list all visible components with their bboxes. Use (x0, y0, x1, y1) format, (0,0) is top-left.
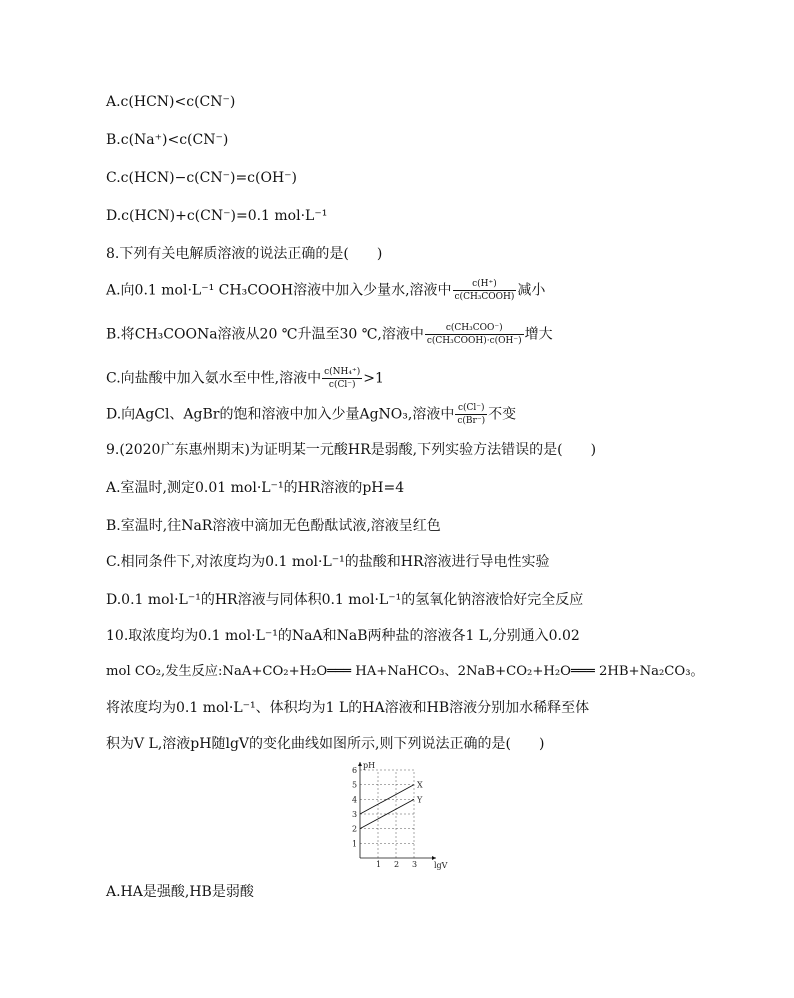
q8-c-denominator: c(Cl⁻) (328, 380, 356, 390)
x-tick-label-2: 2 (394, 860, 400, 869)
q8-d-fraction (455, 402, 487, 427)
q8-c-fraction (322, 366, 362, 391)
y-tick-label-3: 3 (352, 810, 358, 819)
y-axis-label: pH (363, 761, 376, 770)
q8-c-prefix: C.向盐酸中加入氨水至中性,溶液中 (106, 370, 322, 387)
q8-b-fraction (425, 322, 524, 347)
q8-b-suffix: 增大 (524, 326, 553, 343)
q8-c-numerator: c(NH₄⁺) (324, 367, 361, 377)
q10-option-a: A.HA是强酸,HB是弱酸 (106, 884, 254, 900)
q8-d-prefix: D.向AgCl、AgBr的饱和溶液中加入少量AgNO₃,溶液中 (106, 406, 455, 423)
q8-d-suffix: 不变 (488, 406, 517, 423)
series-label-y: Y (417, 795, 423, 805)
x-axis-label: lgV (434, 861, 448, 870)
q7-option-c: C.c(HCN)−c(CN⁻)=c(OH⁻) (106, 170, 298, 186)
q10-stem-line-1: 10.取浓度均为0.1 mol·L⁻¹的NaA和NaB两种盐的溶液各1 L,分别通入0.02 (106, 628, 580, 644)
q7-option-d: D.c(HCN)+c(CN⁻)=0.1 mol·L⁻¹ (106, 208, 328, 224)
q8-a-prefix: A.向0.1 mol·L⁻¹ CH₃COOH溶液中加入少量水,溶液中 (106, 282, 452, 299)
q9-option-b: B.室温时,往NaR溶液中滴加无色酚酞试液,溶液呈红色 (106, 518, 441, 534)
q8-b-denominator: c(CH₃COOH)·c(OH⁻) (426, 336, 522, 346)
q7-option-b: B.c(Na⁺)<c(CN⁻) (106, 132, 229, 148)
q8-c-suffix: >1 (363, 370, 384, 387)
y-axis-arrow (358, 762, 362, 766)
y-tick-label-1: 1 (352, 839, 358, 849)
q8-option-a (106, 278, 545, 303)
q8-d-denominator: c(Br⁻) (457, 416, 486, 426)
q8-stem: 8.下列有关电解质溶液的说法正确的是( ) (106, 246, 383, 262)
q8-option-d (106, 402, 516, 427)
x-tick-label-1: 1 (376, 860, 382, 869)
q9-option-d: D.0.1 mol·L⁻¹的HR溶液与同体积0.1 mol·L⁻¹的氢氧化钠溶液恰好完全反应 (106, 592, 584, 608)
q8-d-numerator: c(Cl⁻) (455, 402, 487, 415)
q8-a-denominator: c(CH₃COOH) (454, 292, 515, 302)
q9-stem: 9.(2020广东惠州期末)为证明某一元酸HR是弱酸,下列实验方法错误的是( ) (106, 442, 597, 458)
y-tick-label-2: 2 (352, 824, 358, 834)
q9-option-c: C.相同条件下,对浓度均为0.1 mol·L⁻¹的盐酸和HR溶液进行导电性实验 (106, 554, 550, 570)
ph-lgv-chart (340, 758, 450, 870)
q9-option-a: A.室温时,测定0.01 mol·L⁻¹的HR溶液的pH=4 (106, 480, 405, 496)
q8-a-numerator: c(H⁺) (453, 278, 517, 291)
q7-option-a: A.c(HCN)<c(CN⁻) (106, 94, 236, 110)
x-tick-label-3: 3 (412, 860, 418, 869)
y-tick-label-6: 6 (352, 766, 358, 775)
q10-stem-line-2: mol CO₂,发生反应:NaA+CO₂+H₂O═══ HA+NaHCO₃、2NaB+CO₂+H₂O═══ 2HB+Na₂CO₃。 (106, 664, 704, 679)
q8-b-prefix: B.将CH₃COONa溶液从20 ℃升温至30 ℃,溶液中 (106, 326, 424, 343)
q10-stem-line-3: 将浓度均为0.1 mol·L⁻¹、体积均为1 L的HA溶液和HB溶液分别加水稀释至体 (106, 700, 590, 716)
q8-a-suffix: 减小 (517, 282, 546, 299)
q8-option-c (106, 366, 384, 391)
y-tick-label-5: 5 (352, 780, 358, 790)
series-label-x: X (417, 780, 423, 790)
y-tick-label-4: 4 (352, 795, 358, 805)
q8-b-numerator: c(CH₃COO⁻) (425, 322, 524, 335)
q8-a-fraction (453, 278, 517, 303)
x-axis-arrow (432, 856, 436, 860)
q10-stem-line-4: 积为V L,溶液pH随lgV的变化曲线如图所示,则下列说法正确的是( ) (106, 736, 545, 752)
q8-option-b (106, 322, 553, 347)
